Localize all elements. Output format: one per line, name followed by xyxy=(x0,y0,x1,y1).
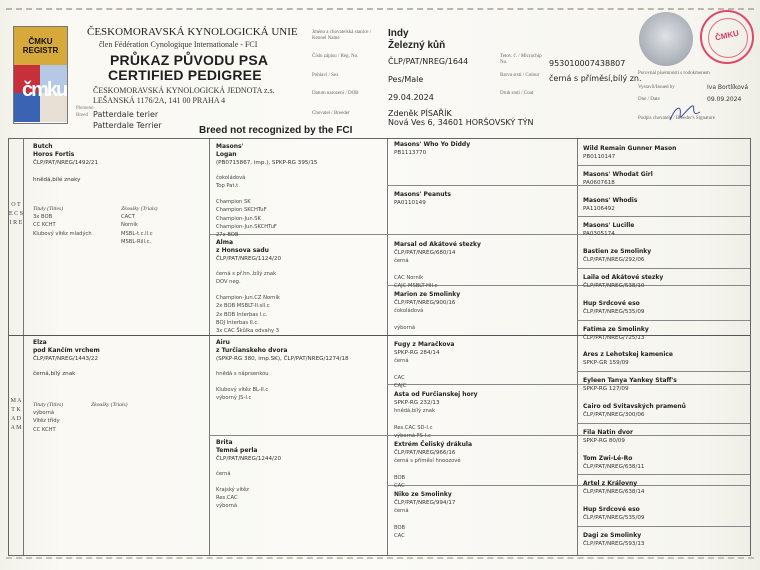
gen4-reg: ČLP/PAT/NREG/638/11 xyxy=(583,464,645,471)
gen4-reg: PA0607618 xyxy=(583,180,615,187)
gen2-name-2: z Turčianskeho dvora xyxy=(216,347,288,355)
stamp-text: ČMKU xyxy=(714,28,740,43)
gen2-extra: výborná xyxy=(216,503,238,510)
gen4-reg: PA0305174 xyxy=(583,231,615,238)
dog-chip: 953010007438807 xyxy=(549,59,626,68)
gen4-reg: SPKP-RG 80/09 xyxy=(583,438,625,445)
gen4-ancestor xyxy=(583,455,645,471)
sire-tests xyxy=(121,205,158,246)
label-sig: Podpis chovatele / Breeder's Signature xyxy=(638,116,715,121)
gen3-extra: černá xyxy=(394,508,409,515)
gen2-reg: ČLP/PAT/NREG/1244/20 xyxy=(216,456,282,463)
label-name: Jméno a chovatelská stanice / Kennel Name xyxy=(312,30,372,41)
label-coat: Druh srsti / Coat xyxy=(500,91,534,96)
pedigree-grid xyxy=(8,138,751,556)
sire-test-3: MSBL-t.c.ll.c xyxy=(121,230,153,237)
gen2-extra: BOJ Interbas II.c. xyxy=(216,319,259,326)
gen3-extra: CAJC MSBLT-HII.c xyxy=(394,283,438,290)
gen2-name-1: Airu xyxy=(216,339,230,346)
sire-title-1: 3x BOB xyxy=(33,214,53,221)
gen2-extra xyxy=(216,190,317,198)
dam-titles xyxy=(33,401,63,434)
gen2-extra: 27x BOB xyxy=(216,232,239,239)
dog-color: černá s příměsí,bílý zn. xyxy=(549,74,642,83)
gen4-ancestor xyxy=(583,532,645,548)
gen3-ancestor xyxy=(394,241,481,290)
gen2-extra: Top Pat.t. xyxy=(216,182,240,189)
dam-titles-label: Tituly (Titles) xyxy=(33,402,63,408)
gen4-ancestor xyxy=(583,506,645,522)
sire-test-4: MSBL-Rill.c. xyxy=(121,238,152,245)
gen4-name: Hup Srdcové eso xyxy=(583,506,640,513)
gen3-name: Marsal od Akátové stezky xyxy=(394,241,481,248)
dog-name-1: Indy xyxy=(388,28,409,39)
gen3-ancestor xyxy=(394,141,470,157)
gen3-ancestor xyxy=(394,391,478,440)
dam-title-1: výborná xyxy=(33,410,55,417)
label-signed: Vystavil/Issued by xyxy=(638,85,675,90)
gen4-ancestor xyxy=(583,300,645,316)
gen3-extra: CAC xyxy=(394,374,405,381)
gen3-name: Marion ze Smolinky xyxy=(394,291,461,298)
sire-side-label: O T E C S I R E xyxy=(9,202,24,226)
gen2-reg: (SPKP-RG 380, imp.SK), ČLP/PAT/NREG/1274/18 xyxy=(216,356,349,363)
label-date: Dne / Date xyxy=(638,97,660,102)
sire-name-1: Butch xyxy=(33,143,53,150)
gen2-extra: Champion-Jun.SKCHTuF xyxy=(216,223,277,230)
gen2-extra xyxy=(216,286,281,294)
perforation-top xyxy=(6,8,754,10)
gen4-name: Masons' Whodis xyxy=(583,197,638,204)
gen4-name: Dagi ze Smolinky xyxy=(583,532,642,539)
dog-name-2: Železný kůň xyxy=(388,40,446,51)
gen3-extra: CAJC xyxy=(394,383,407,390)
gen3-name: Fugy z Maračkova xyxy=(394,341,455,348)
gen2-name-1: Alma xyxy=(216,239,234,246)
gen4-reg: SPKP-RG 127/09 xyxy=(583,386,629,393)
gen2-color: černá xyxy=(216,470,231,477)
doc-title-en: CERTIFIED PEDIGREE xyxy=(108,67,262,83)
gen4-reg: ČLP/PAT/NREG/638/14 xyxy=(583,489,645,496)
dam-title-3: CC KCHT xyxy=(33,426,56,433)
gen4-reg: ČLP/PAT/NREG/725/13 xyxy=(583,335,645,342)
gen4-name: Tom Zwi-Lé-Ro xyxy=(583,455,633,462)
gen4-name: Masons' Lucille xyxy=(583,222,635,229)
gen4-name: Wild Remain Gunner Mason xyxy=(583,145,677,152)
gen2-extra: Champion SKCHTuF xyxy=(216,207,267,214)
dam-tests-label: Zkoušky (Trials) xyxy=(91,402,128,408)
label-reg: Číslo zápisu / Reg. No. xyxy=(312,54,359,59)
signature-scribble xyxy=(668,102,702,124)
gen4-ancestor xyxy=(583,274,663,290)
gen4-name: Hup Srdcové eso xyxy=(583,300,640,307)
gen2-extra: Res.CAC xyxy=(216,495,238,502)
label-issued: Porovnal písemnosti s rodokmenem xyxy=(638,71,710,76)
gen3-ancestor xyxy=(394,191,451,207)
gen4-reg: ČLP/PAT/NREG/300/06 xyxy=(583,412,645,419)
gen2-ancestor xyxy=(216,439,281,511)
label-color: Barva srsti / Colour xyxy=(500,73,540,78)
sire-reg: ČLP/PAT/NREG/1492/21 xyxy=(33,160,99,167)
gen4-ancestor xyxy=(583,326,649,342)
gen3-reg: SPKP-RG 232/13 xyxy=(394,400,440,407)
gen2-extra: 2x BOB Interbas I.c. xyxy=(216,311,268,318)
gen3-extra: CAC xyxy=(394,483,405,490)
gen3-name: Niko ze Smolinky xyxy=(394,491,452,498)
org-fci: člen Fédération Cynologique Internationale - FCI xyxy=(99,40,258,49)
issue-date: 09.09.2024 xyxy=(707,96,742,103)
label-sex: Pohlaví / Sex xyxy=(312,73,339,78)
gen3-extra: černá xyxy=(394,258,409,265)
gen3-reg: SPKP-RG 284/14 xyxy=(394,350,440,357)
logo-emblem xyxy=(14,65,67,122)
gen4-reg: ČLP/PAT/NREG/292/06 xyxy=(583,257,645,264)
logo-text-2: REGISTR xyxy=(22,46,59,55)
not-recognized-note: Breed not recognized by the FCI xyxy=(199,125,353,136)
gen3-extra xyxy=(394,366,454,374)
gen2-reg: (PB0715867, imp.), SPKP-RG 395/15 xyxy=(216,160,318,167)
gen3-extra: CAC xyxy=(394,533,405,540)
sire-titles-label: Tituly (Titles) xyxy=(33,206,63,212)
gen4-reg: ČLP/PAT/NREG/535/09 xyxy=(583,309,645,316)
gen3-ancestor xyxy=(394,341,454,390)
gen2-ancestor xyxy=(216,239,281,335)
gen3-extra: CAC Norník xyxy=(394,274,424,281)
gen4-name: Artel z Královny xyxy=(583,480,638,487)
gen3-extra: Res.CAC SD-I.c xyxy=(394,424,433,431)
hologram-seal xyxy=(639,12,693,66)
logo-top-band xyxy=(14,27,67,65)
gen2-extra: 2x BOB MSBLT-II.sll.c xyxy=(216,303,270,310)
dog-sex: Pes/Male xyxy=(388,75,424,84)
sire-title-3: Klubový vítěz mladých xyxy=(33,230,92,237)
dam-reg: ČLP/PAT/NREG/1443/22 xyxy=(33,356,99,363)
gen3-reg: ČLP/PAT/NREG/680/14 xyxy=(394,250,456,257)
logo-text-1: ČMKU xyxy=(28,37,53,46)
gen3-extra: černá xyxy=(394,358,409,365)
gen3-reg: ČLP/PAT/NREG/966/16 xyxy=(394,450,456,457)
gen3-reg: ČLP/PAT/NREG/994/17 xyxy=(394,500,456,507)
gen4-name: Ares z Lehotskej kamenice xyxy=(583,351,673,358)
gen2-extra: Champion-Jun.CZ Norník xyxy=(216,295,280,302)
gen2-extra xyxy=(216,478,281,486)
gen2-name-2: Logan xyxy=(216,151,237,159)
gen3-name: Masons' Peanuts xyxy=(394,191,451,198)
issued-by: Iva Bortlíková xyxy=(707,84,749,91)
sire-test-1: CACT xyxy=(121,214,135,221)
gen3-reg: ČLP/PAT/NREG/900/16 xyxy=(394,300,456,307)
gen3-name: Masons' Who Yo Diddy xyxy=(394,141,471,148)
gen3-extra: výborná FS-I.c xyxy=(394,433,431,440)
gen4-ancestor xyxy=(583,222,634,238)
gen4-name: Laila od Akátové stezky xyxy=(583,274,664,281)
gen3-extra: BOB xyxy=(394,474,406,481)
dam-name-2: pod Kančím vrchem xyxy=(33,347,100,355)
gen2-name-1: Brita xyxy=(216,439,233,446)
gen4-ancestor xyxy=(583,248,651,264)
gen3-extra: hnědá,bílý znak xyxy=(394,408,435,415)
gen2-extra: Champion SK xyxy=(216,199,251,206)
gen3-extra: výborná xyxy=(394,324,416,331)
gen4-ancestor xyxy=(583,377,677,393)
gen3-extra xyxy=(394,266,481,274)
label-tattoo: Tetov. č. / Microchip No. xyxy=(500,54,542,65)
gen3-extra: BOB xyxy=(394,524,406,531)
label-dob: Datum narození / DOB xyxy=(312,91,359,96)
cmku-logo xyxy=(13,26,68,124)
gen3-extra xyxy=(394,466,472,474)
gen2-extra: Klubový vítěz BL-II.c xyxy=(216,387,269,394)
sire-titles xyxy=(33,205,92,238)
sire-tests-label: Zkoušky (Trials) xyxy=(121,206,158,212)
gen3-reg: PB1113770 xyxy=(394,150,427,157)
union-addr: LEŠANSKÁ 1176/2A, 141 00 PRAHA 4 xyxy=(93,96,226,105)
dog-dob: 29.04.2024 xyxy=(388,93,434,102)
dog-reg-no: ČLP/PAT/NREG/1644 xyxy=(388,57,469,66)
gen3-name: Asta od Furčianskej hory xyxy=(394,391,478,398)
breeder-name: Zdeněk PÍSAŘÍK xyxy=(388,109,452,118)
gen4-name: Masons' Whodat Girl xyxy=(583,171,653,178)
gen4-name: Fatima ze Smolinky xyxy=(583,326,649,333)
gen3-name: Extrém Čeliský drákula xyxy=(394,441,473,448)
gen4-ancestor xyxy=(583,403,686,419)
registry-stamp xyxy=(700,10,754,64)
dam-tests xyxy=(91,401,128,409)
dam-cell xyxy=(33,339,100,378)
gen2-color: hnědá s náprsenkou xyxy=(216,370,269,377)
gen4-reg: ČLP/PAT/NREG/593/13 xyxy=(583,541,645,548)
dam-color: černá,bílý znak xyxy=(33,370,76,377)
label-breeder: Chovatel / Breeder xyxy=(312,111,350,116)
perforation-bottom xyxy=(6,557,754,559)
gen4-ancestor xyxy=(583,351,673,367)
gen2-name-2: z Honsova sadu xyxy=(216,247,269,255)
gen2-reg: ČLP/PAT/NREG/1124/20 xyxy=(216,256,282,263)
gen2-extra: Champion-Jun.SK xyxy=(216,215,261,222)
gen3-ancestor xyxy=(394,491,456,540)
gen3-reg: PA0110149 xyxy=(394,200,426,207)
gen3-ancestor xyxy=(394,291,460,332)
gen4-reg: PA1106492 xyxy=(583,206,615,213)
gen3-extra xyxy=(394,416,478,424)
gen2-color: černá s př.hn.,bílý znak xyxy=(216,270,277,277)
gen4-reg: ČLP/PAT/NREG/535/09 xyxy=(583,515,645,522)
sire-name-2: Horos Fortis xyxy=(33,151,75,159)
gen2-ancestor xyxy=(216,339,349,402)
sire-test-2: Norník xyxy=(121,222,138,229)
gen2-extra: 3x CAC Škůlka odvahy 3 xyxy=(216,328,279,335)
dam-name-1: Elza xyxy=(33,339,47,346)
gen3-extra xyxy=(394,316,460,324)
gen2-color: čokoládová xyxy=(216,174,246,181)
breed-en: Patterdale Terrier xyxy=(93,121,162,130)
gen3-ancestor xyxy=(394,441,472,490)
gen4-name: Bastien ze Smolinky xyxy=(583,248,652,255)
gen2-ancestor xyxy=(216,143,317,239)
gen4-name: Cairo od Svitavských pramenů xyxy=(583,403,686,410)
gen3-extra: černá s příměsí hnoozové xyxy=(394,458,461,465)
gen4-name: Fila Natin dvor xyxy=(583,429,633,436)
logo-mark: čmku xyxy=(22,79,67,101)
gen4-ancestor xyxy=(583,480,645,496)
gen4-name: Eyleen Tanya Yankey Staff's xyxy=(583,377,677,384)
gen2-extra: výborný JS-I.c xyxy=(216,395,252,402)
sire-color: hnědá,bílé znaky xyxy=(33,176,81,183)
gen2-name-1: Masons' xyxy=(216,143,244,150)
gen2-name-2: Temná perla xyxy=(216,447,258,455)
gen2-extra: Krajský vítěz xyxy=(216,487,249,494)
breeder-addr: Nová Ves 6, 34601 HORŠOVSKÝ TÝN xyxy=(388,118,534,127)
gen4-reg: ČLP/PAT/NREG/538/10 xyxy=(583,283,645,290)
breed-label-cz: Plemeno xyxy=(76,106,94,111)
gen4-reg: SPKP-GR 159/09 xyxy=(583,360,629,367)
gen4-ancestor xyxy=(583,197,637,213)
sire-title-2: CC KCHT xyxy=(33,222,56,229)
union-name: ČESKOMORAVSKÁ KYNOLOGICKÁ JEDNOTA z.s. xyxy=(93,86,275,95)
gen4-ancestor xyxy=(583,171,653,187)
gen3-extra: čokoládová xyxy=(394,308,424,315)
gen4-ancestor xyxy=(583,145,676,161)
dam-title-2: Vítěz třídy xyxy=(33,418,60,425)
gen3-extra xyxy=(394,516,456,524)
dam-side-label: M A T K A D A M xyxy=(10,398,22,431)
gen4-reg: PB0110147 xyxy=(583,154,616,161)
gen2-extra: DOV neg. xyxy=(216,278,241,285)
breed-cz: Patterdale terier xyxy=(93,110,159,119)
breed-label-en: Breed xyxy=(76,113,88,118)
gen2-extra xyxy=(216,378,349,386)
doc-title-cz: PRŮKAZ PŮVODU PSA xyxy=(110,52,269,68)
sire-cell xyxy=(33,143,98,184)
org-title: ČESKOMORAVSKÁ KYNOLOGICKÁ UNIE xyxy=(87,26,298,38)
gen4-ancestor xyxy=(583,429,633,445)
